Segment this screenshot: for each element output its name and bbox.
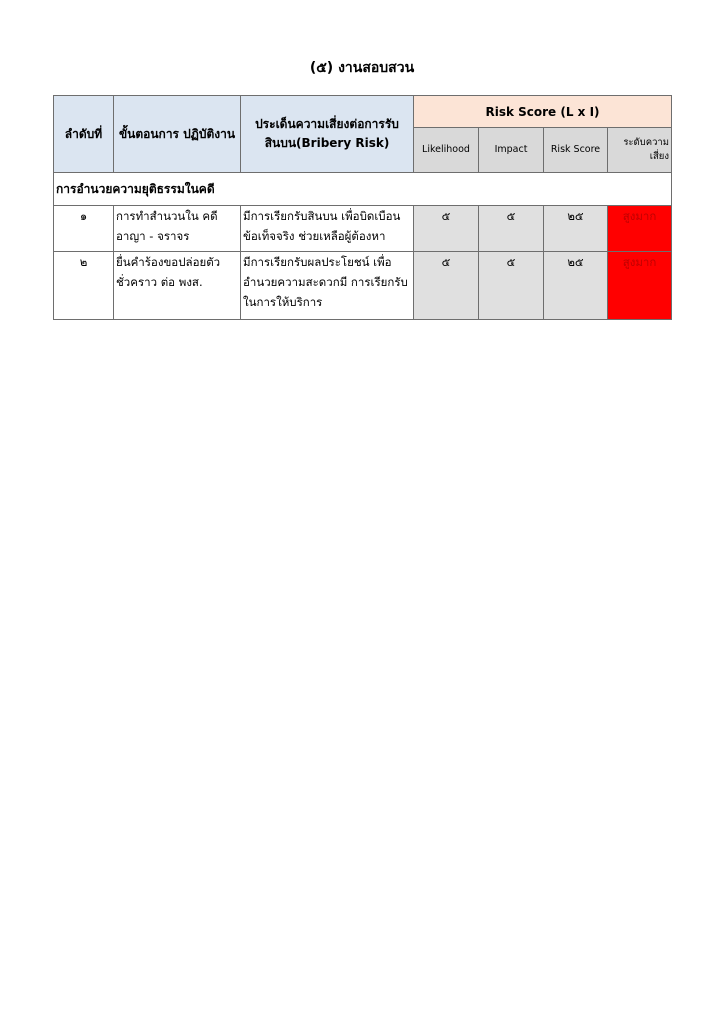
header-impact: Impact (479, 128, 544, 173)
row-likelihood: ๕ (414, 252, 479, 320)
table-row (54, 252, 672, 320)
row-impact: ๕ (479, 206, 544, 252)
table-row (54, 206, 672, 252)
header-risk-level: ระดับความ เสี่ยง (608, 128, 672, 173)
header-risk-score-group: Risk Score (L x I) (414, 96, 672, 128)
risk-table (53, 95, 672, 320)
row-step: ยื่นคำร้องขอปล่อยตัว ชั่วคราว ต่อ พงส. (114, 252, 241, 320)
row-risk-level: สูงมาก (608, 252, 672, 320)
header-issue: ประเด็นความเสี่ยงต่อการรับ สินบน(Bribery Risk) (241, 96, 414, 173)
row-likelihood: ๕ (414, 206, 479, 252)
row-issue: มีการเรียกรับสินบน เพื่อบิดเบือน ข้อเท็จจริง ช่วยเหลือผู้ต้องหา (241, 206, 414, 252)
row-issue: มีการเรียกรับผลประโยชน์ เพื่อ อำนวยความสะดวกมี การเรียกรับ ในการให้บริการ (241, 252, 414, 320)
header-likelihood: Likelihood (414, 128, 479, 173)
row-impact: ๕ (479, 252, 544, 320)
row-step: การทำสำนวนใน คดีอาญา - จราจร (114, 206, 241, 252)
header-seq: ลำดับที่ (54, 96, 114, 173)
row-risk-score: ๒๕ (544, 206, 608, 252)
header-step: ขั้นตอนการ ปฏิบัติงาน (114, 96, 241, 173)
row-risk-level: สูงมาก (608, 206, 672, 252)
page-title: (๕) งานสอบสวน (309, 60, 415, 76)
row-seq: ๑ (54, 206, 114, 252)
header-risk-score: Risk Score (544, 128, 608, 173)
row-seq: ๒ (54, 252, 114, 320)
section-title: การอำนวยความยุติธรรมในคดี (54, 173, 672, 206)
row-risk-score: ๒๕ (544, 252, 608, 320)
